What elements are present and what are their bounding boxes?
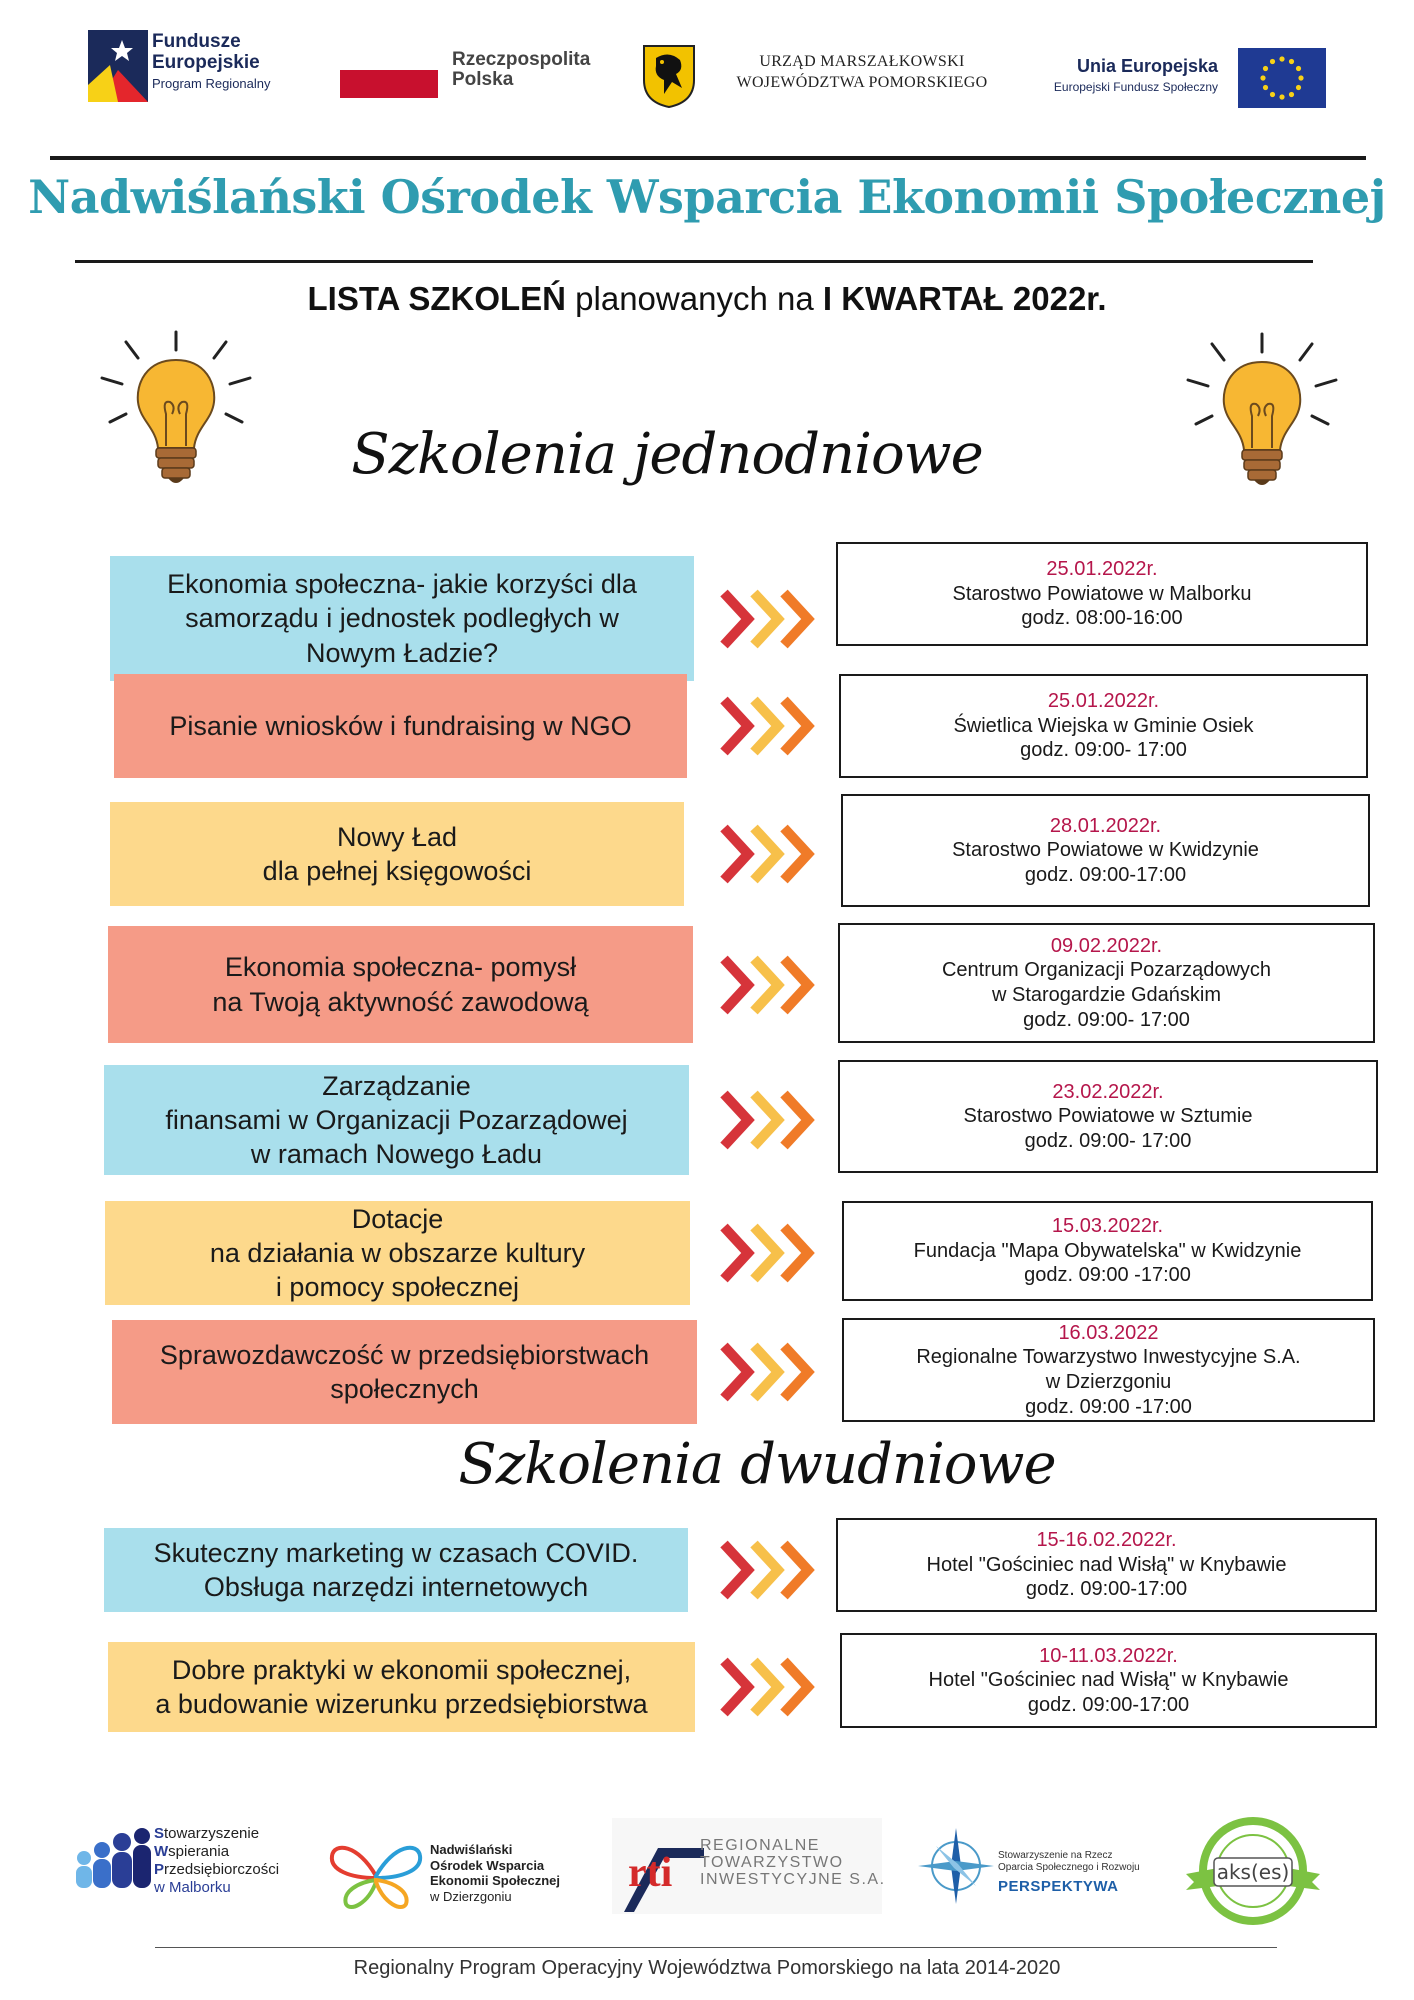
training-info-box xyxy=(840,1633,1377,1728)
training-topic-line: na Twoją aktywność zawodową xyxy=(212,986,589,1017)
training-topic xyxy=(104,1528,688,1612)
training-info-box xyxy=(838,1060,1378,1173)
triple-chevron-arrow-icon xyxy=(718,822,822,886)
subtitle-planowanych: planowanych na xyxy=(566,280,823,317)
eu-star-icon xyxy=(1270,59,1275,64)
triple-chevron-arrow-icon xyxy=(718,953,822,1017)
chevron-icon xyxy=(724,1094,748,1146)
fe-program: Program Regionalny xyxy=(152,75,271,91)
training-info-box xyxy=(842,1318,1375,1422)
triple-chevron-arrow-icon xyxy=(718,1655,822,1719)
training-topic-line: Ekonomia społeczna- jakie korzyści dla xyxy=(167,569,637,600)
ue-title: Unia Europejska xyxy=(1076,56,1218,76)
unia-europejska-text xyxy=(1018,56,1218,94)
training-topic-line: na działania w obszarze kultury xyxy=(209,1237,586,1268)
training-place: Starostwo Powiatowe w Malborku xyxy=(952,582,1252,605)
training-topic-text xyxy=(160,1338,649,1407)
chevron-icon xyxy=(724,1346,748,1398)
ue-subtitle: Europejski Fundusz Społeczny xyxy=(1053,79,1218,94)
training-time: godz. 09:00 -17:00 xyxy=(1024,1264,1191,1287)
fundusze-europejskie-logo-text xyxy=(152,32,322,91)
compass-rose-icon xyxy=(914,1820,998,1912)
training-info-box xyxy=(836,1518,1377,1612)
training-info-box xyxy=(836,542,1368,646)
eu-star-icon xyxy=(1263,66,1268,71)
subtitle-lista: LISTA SZKOLEŃ xyxy=(307,280,566,317)
persp-line1: Stowarzyszenie na Rzecz xyxy=(998,1850,1113,1861)
eu-star-icon xyxy=(1279,56,1284,61)
rti-logo-icon xyxy=(618,1828,708,1912)
training-topic-line: w ramach Nowego Ładu xyxy=(250,1139,543,1170)
training-place: Regionalne Towarzystwo Inwestycyjne S.A. xyxy=(916,1346,1301,1369)
training-date: 10-11.03.2022r. xyxy=(1039,1644,1178,1667)
triple-chevron-arrow-icon xyxy=(718,1221,822,1285)
training-topic-line: Dobre praktyki w ekonomii społecznej, xyxy=(171,1654,632,1685)
akses-seal-icon xyxy=(1178,1816,1328,1926)
triple-chevron-arrow-icon xyxy=(718,1088,822,1152)
eu-star-icon xyxy=(1270,92,1275,97)
chevron-icon xyxy=(724,1661,748,1713)
training-place: Świetlica Wiejska w Gminie Osiek xyxy=(953,714,1254,737)
chevron-icon xyxy=(754,1227,778,1279)
training-date: 25.01.2022r. xyxy=(1047,690,1160,713)
rti-mark: rti xyxy=(628,1850,673,1896)
training-place: Centrum Organizacji Pozarządowych xyxy=(941,959,1272,982)
training-place: Hotel "Gościniec nad Wisłą" w Knybawie xyxy=(926,1553,1287,1576)
footer-text: Regionalny Program Operacyjny Województwa Pomorskiego na lata 2014-2020 xyxy=(353,1957,1061,1979)
training-place: w Dzierzgoniu xyxy=(1045,1371,1172,1393)
training-place: Starostwo Powiatowe w Kwidzynie xyxy=(952,839,1259,862)
training-time: godz. 08:00-16:00 xyxy=(1021,607,1183,630)
page-subtitle xyxy=(0,280,1414,318)
training-place: Starostwo Powiatowe w Sztumie xyxy=(963,1105,1253,1128)
training-topic-text xyxy=(167,567,637,670)
chevron-icon xyxy=(784,959,808,1011)
subtitle-kwartal: I KWARTAŁ 2022r. xyxy=(822,280,1107,317)
training-topic-line: samorządu i jednostek podległych w xyxy=(185,603,619,634)
training-topic-line: Ekonomia społeczna- pomysł xyxy=(224,952,577,983)
chevron-icon xyxy=(784,828,808,880)
eu-flag-icon xyxy=(1238,48,1326,108)
butterfly-logo-icon xyxy=(328,1838,424,1914)
training-info-box xyxy=(842,1201,1373,1301)
chevron-icon xyxy=(754,1661,778,1713)
nowes-line1: Nadwiślański xyxy=(430,1842,513,1857)
swp-word-2: spierania xyxy=(168,1843,230,1860)
eu-star-icon xyxy=(1296,85,1301,90)
chevron-icon xyxy=(724,700,748,752)
um-line1: URZĄD MARSZAŁKOWSKI xyxy=(759,53,965,70)
chevron-icon xyxy=(784,1544,808,1596)
chevron-icon xyxy=(754,1544,778,1596)
eu-star-icon xyxy=(1260,75,1265,80)
top-divider xyxy=(50,156,1366,160)
swp-word-1: towarzyszenie xyxy=(164,1825,260,1842)
chevron-icon xyxy=(754,700,778,752)
training-topic xyxy=(114,674,687,778)
training-topic-text xyxy=(169,709,631,743)
chevron-icon xyxy=(784,1094,808,1146)
chevron-icon xyxy=(784,1661,808,1713)
training-topic-line: Zarządzanie xyxy=(322,1070,471,1101)
akses-mark: aks(es) xyxy=(1216,1860,1290,1884)
eu-star-icon xyxy=(1289,59,1294,64)
training-date: 16.03.2022 xyxy=(1058,1321,1159,1344)
chevron-icon xyxy=(754,959,778,1011)
training-topic-line: Obsługa narzędzi internetowych xyxy=(203,1572,589,1602)
section-heading-two-day: Szkolenia dwudniowe xyxy=(458,1432,1056,1497)
training-topic xyxy=(112,1320,697,1424)
swp-city: w Malborku xyxy=(154,1879,231,1896)
training-topic-text xyxy=(154,1536,639,1605)
eu-star-icon xyxy=(1279,94,1284,99)
training-topic xyxy=(108,1642,695,1732)
triple-chevron-arrow-icon xyxy=(718,587,822,651)
section-heading-one-day: Szkolenia jednodniowe xyxy=(351,422,983,487)
training-info-box xyxy=(841,794,1370,907)
training-date: 23.02.2022r. xyxy=(1052,1080,1164,1103)
swp-logo-text xyxy=(154,1825,279,1897)
training-time: godz. 09:00- 17:00 xyxy=(1024,1129,1192,1152)
training-topic xyxy=(110,802,684,906)
eu-star-icon xyxy=(1296,66,1301,71)
training-time: godz. 09:00- 17:00 xyxy=(1023,1008,1190,1031)
training-topic-line: Dotacje xyxy=(351,1203,444,1234)
training-topic-line: Nowym Ładzie? xyxy=(305,637,499,668)
rzeczpospolita-polska-text: Rzeczpospolita Polska xyxy=(452,49,591,90)
swp-letter-s: S xyxy=(154,1825,165,1842)
training-topic-line: dla pełnej księgowości xyxy=(262,856,532,886)
fe-title: Fundusze Europejskie xyxy=(152,31,260,73)
chevron-icon xyxy=(754,593,778,645)
training-date: 15.03.2022r. xyxy=(1051,1215,1164,1238)
nowes-line4: w Dzierzgoniu xyxy=(430,1888,512,1904)
training-topic-line: Pisanie wniosków i fundraising w NGO xyxy=(169,710,632,741)
training-topic xyxy=(104,1065,689,1175)
nowes-line2: Ośrodek Wsparcia xyxy=(430,1857,545,1873)
training-time: godz. 09:00-17:00 xyxy=(1024,863,1187,886)
rti-line1: REGIONALNE xyxy=(700,1837,820,1854)
nowes-logo-text xyxy=(430,1842,590,1904)
chevron-icon xyxy=(754,828,778,880)
um-line2: WOJEWÓDZTWA POMORSKIEGO xyxy=(736,73,988,91)
perspektywa-logo-text xyxy=(998,1850,1148,1896)
chevron-icon xyxy=(724,1227,748,1279)
swp-word-3: rzedsiębiorczości xyxy=(164,1861,280,1878)
training-topic-line: a budowanie wizerunku przedsiębiorstwa xyxy=(155,1689,648,1719)
training-topic-line: Nowy Ład xyxy=(336,821,458,852)
training-info-box xyxy=(839,674,1368,778)
urzad-marszalkowski-text xyxy=(712,52,1012,94)
swp-people-icon xyxy=(70,1828,156,1892)
chevron-icon xyxy=(724,959,748,1011)
training-time: godz. 09:00 -17:00 xyxy=(1025,1395,1192,1418)
training-info-box xyxy=(838,923,1375,1043)
chevron-icon xyxy=(784,593,808,645)
training-topic-text xyxy=(165,1069,627,1172)
polish-flag-icon xyxy=(340,46,438,98)
training-topic-line: Skuteczny marketing w czasach COVID. xyxy=(153,1537,639,1568)
chevron-icon xyxy=(724,828,748,880)
training-date: 28.01.2022r. xyxy=(1049,814,1162,837)
training-time: godz. 09:00-17:00 xyxy=(1027,1693,1190,1716)
training-topic-line: finansami w Organizacji Pozarządowej xyxy=(165,1104,628,1135)
training-date: 09.02.2022r. xyxy=(1050,934,1163,957)
footer-divider xyxy=(155,1947,1277,1948)
training-time: godz. 09:00-17:00 xyxy=(1025,1578,1188,1601)
chevron-icon xyxy=(724,593,748,645)
triple-chevron-arrow-icon xyxy=(718,1538,822,1602)
fundusze-europejskie-logo-icon xyxy=(88,30,148,102)
chevron-icon xyxy=(754,1346,778,1398)
training-place: Hotel "Gościniec nad Wisłą" w Knybawie xyxy=(928,1669,1289,1692)
swp-letter-p: P xyxy=(154,1861,165,1878)
training-topic xyxy=(108,926,693,1043)
page-title: Nadwiślański Ośrodek Wsparcia Ekonomii Społecznej xyxy=(28,170,1386,224)
chevron-icon xyxy=(784,700,808,752)
eu-star-icon xyxy=(1298,75,1303,80)
rti-line3: INWESTYCYJNE S.A. xyxy=(700,1870,886,1888)
chevron-icon xyxy=(724,1544,748,1596)
training-place: w Starogardzie Gdańskim xyxy=(992,984,1221,1006)
training-topic-line: społecznych xyxy=(330,1374,479,1404)
eu-star-icon xyxy=(1289,92,1294,97)
rti-logo-text xyxy=(700,1838,886,1888)
training-topic xyxy=(105,1201,690,1305)
persp-name: PERSPEKTYWA xyxy=(998,1878,1119,1895)
title-divider xyxy=(75,260,1313,263)
training-topic xyxy=(110,556,694,681)
persp-line2: Oparcia Społecznego i Rozwoju xyxy=(998,1862,1140,1873)
training-topic-text xyxy=(210,1202,585,1305)
training-topic-line: Sprawozdawczość w przedsiębiorstwach xyxy=(159,1339,650,1370)
pomorskie-crest-icon xyxy=(642,44,696,108)
chevron-icon xyxy=(754,1094,778,1146)
rti-line2: TOWARZYSTWO xyxy=(700,1853,844,1871)
swp-letter-w: W xyxy=(154,1843,169,1860)
training-topic-text xyxy=(155,1653,647,1722)
chevron-icon xyxy=(784,1227,808,1279)
training-topic-text xyxy=(263,820,532,889)
training-date: 15-16.02.2022r. xyxy=(1036,1529,1177,1552)
nowes-line3: Ekonomii Społecznej xyxy=(430,1873,561,1889)
training-place: Fundacja "Mapa Obywatelska" w Kwidzynie xyxy=(913,1239,1302,1262)
training-date: 25.01.2022r. xyxy=(1046,558,1158,581)
triple-chevron-arrow-icon xyxy=(718,694,822,758)
training-topic-line: i pomocy społecznej xyxy=(275,1272,520,1303)
chevron-icon xyxy=(784,1346,808,1398)
eu-star-icon xyxy=(1263,85,1268,90)
triple-chevron-arrow-icon xyxy=(718,1340,822,1404)
training-time: godz. 09:00- 17:00 xyxy=(1020,739,1187,762)
training-topic-text xyxy=(212,950,588,1019)
